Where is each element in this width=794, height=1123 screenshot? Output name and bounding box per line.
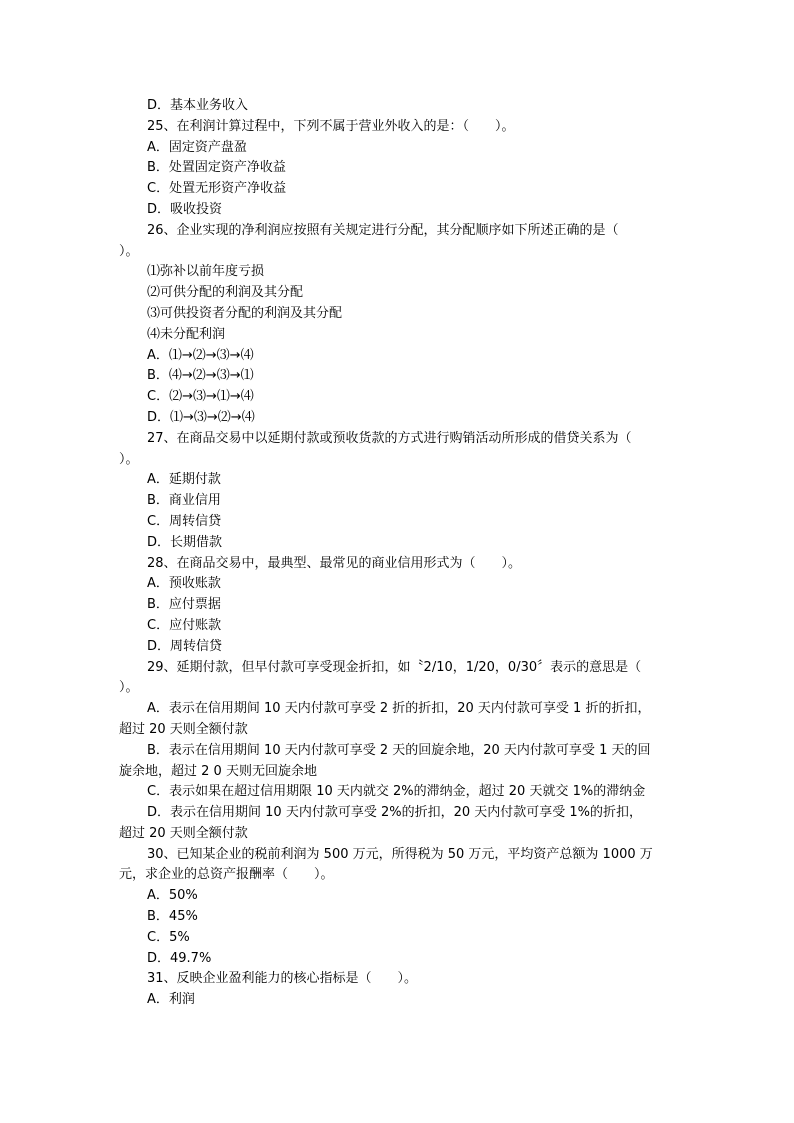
answer-option: C．处置无形资产净收益 [147,181,287,197]
list-item: ⑵可供分配的利润及其分配 [147,285,304,301]
answer-option: D．吸收投资 [147,201,223,217]
answer-option: C．周转信贷 [147,513,222,529]
question-text: 29、延期付款，但早付款可享受现金折扣，如〝2/10，1/20，0/30〞表示的意思是（ [147,659,642,675]
answer-option: D．基本业务收入 [147,98,249,113]
answer-option: B．处置固定资产净收益 [147,160,286,176]
answer-option: A．利润 [147,992,195,1008]
answer-option: A．⑴→⑵→⑶→⑷ [147,347,254,363]
answer-option: A．预收账款 [147,576,221,592]
answer-option: C．应付账款 [147,617,222,633]
question-text: 25、在利润计算过程中，下列不属于营业外收入的是：（ ）。 [147,118,515,134]
answer-option: A．50% [147,888,198,904]
continuation-line: 超过 20 天则全额付款 [119,721,248,737]
answer-option: C．5% [147,929,190,945]
answer-option: A．表示在信用期间 10 天内付款可享受 2 折的折扣，20 天内付款可享受 1 折的折扣， [147,701,651,717]
answer-option: C．表示如果在超过信用期限 10 天内就交 2%的滞纳金，超过 20 天就交 1%的滞纳金 [147,784,646,800]
continuation-line: ）。 [119,243,139,259]
question-text: 30、已知某企业的税前利润为 500 万元，所得税为 50 万元，平均资产总额为 1000 万 [147,846,653,862]
answer-option: A．延期付款 [147,472,221,488]
answer-option: D．周转信贷 [147,638,223,654]
question-text: 27、在商品交易中以延期付款或预收货款的方式进行购销活动所形成的借贷关系为（ [147,430,632,446]
answer-option: A．固定资产盘盈 [147,139,247,155]
continuation-line: ）。 [119,680,139,696]
continuation-line: 超过 20 天则全额付款 [119,825,248,841]
answer-option: B．⑷→⑵→⑶→⑴ [147,368,254,384]
answer-option: D．表示在信用期间 10 天内付款可享受 2%的折扣，20 天内付款可享受 1%的折扣， [147,805,643,821]
answer-option: D．49.7% [147,950,212,966]
question-text: 31、反映企业盈利能力的核心指标是（ ）。 [147,971,418,987]
continuation-line: ）。 [119,451,139,467]
answer-option: B．应付票据 [147,597,221,613]
continuation-line: 元，求企业的总资产报酬率（ ）。 [119,867,334,883]
document-body [119,96,679,1011]
list-item: ⑴弥补以前年度亏损 [147,264,265,280]
question-text: 26、企业实现的净利润应按照有关规定进行分配，其分配顺序如下所述正确的是（ [147,222,619,238]
answer-option: B．商业信用 [147,493,221,509]
answer-option: D．长期借款 [147,534,223,550]
answer-option: B．表示在信用期间 10 天内付款可享受 2 天的回旋余地，20 天内付款可享受 1 天的回 [147,742,651,758]
answer-option: D．⑴→⑶→⑵→⑷ [147,409,255,425]
question-text: 28、在商品交易中，最典型、最常见的商业信用形式为（ ）。 [147,555,522,571]
answer-option: C．⑵→⑶→⑴→⑷ [147,389,254,405]
list-item: ⑶可供投资者分配的利润及其分配 [147,305,343,321]
list-item: ⑷未分配利润 [147,326,226,342]
continuation-line: 旋余地，超过 2 0 天则无回旋余地 [119,763,317,779]
answer-option: B．45% [147,909,198,925]
